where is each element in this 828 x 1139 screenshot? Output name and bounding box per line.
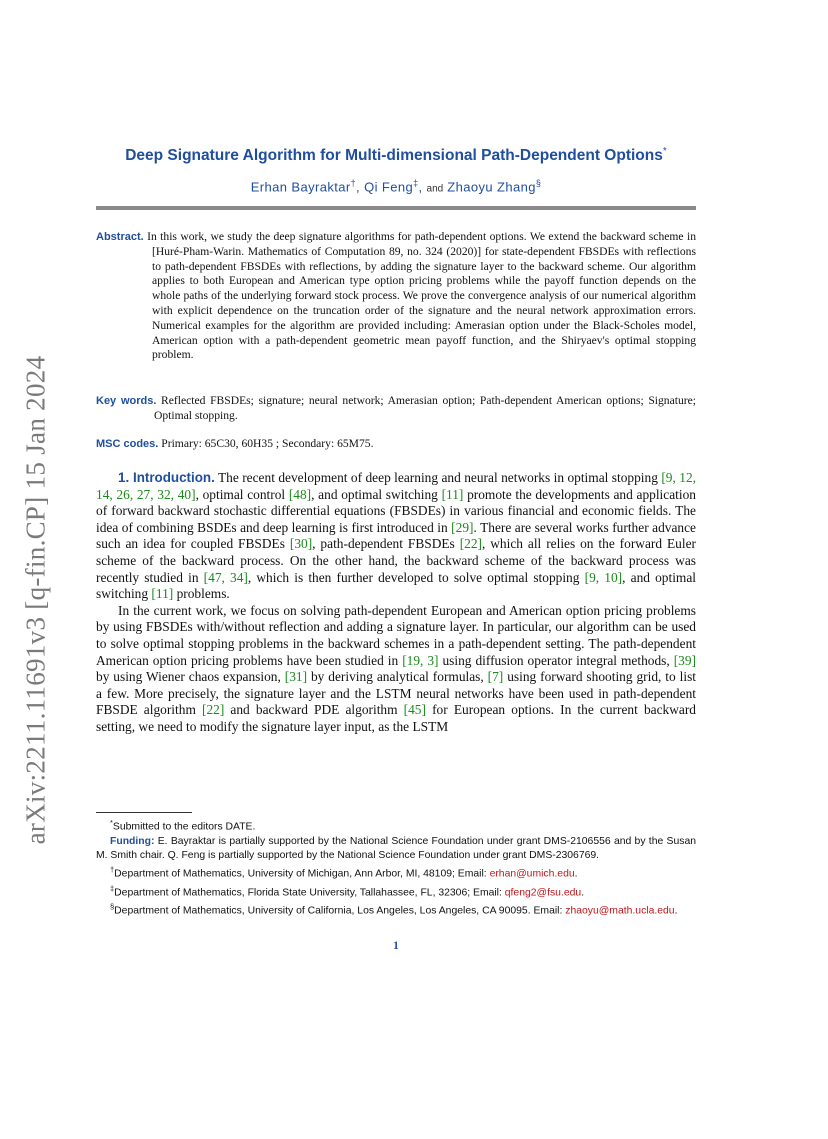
- citation-link[interactable]: [19, 3]: [402, 652, 439, 668]
- author-2-mark: ‡: [413, 178, 419, 188]
- footnote-rule: [96, 812, 192, 813]
- paragraph-text: promote the developments and application of forward backward stochastic differential equations (FBSDEs) in various financial and economic fields. The idea of combining BSDEs and deep learning is first introduced in: [96, 486, 696, 535]
- funding-text: E. Bayraktar is partially supported by the National Science Foundation under grant DMS-2106556 and by the Susan M. Smith chair. Q. Feng is partially supported by the National Science Foundation under grant DMS-2306769.: [96, 835, 696, 861]
- email-link-3[interactable]: zhaoyu@math.ucla.edu: [565, 905, 675, 917]
- footnote-affiliation-2: ‡Department of Mathematics, Florida State University, Tallahassee, FL, 32306; Email: qfeng2@fsu.edu.: [110, 883, 585, 899]
- citation-link[interactable]: [29]: [451, 519, 474, 535]
- paragraph-text: and backward PDE algorithm: [224, 702, 404, 718]
- title-text: Deep Signature Algorithm for Multi-dimensional Path-Dependent Options: [125, 147, 663, 165]
- paragraph-text: by deriving analytical formulas,: [307, 669, 488, 685]
- title-rule: [96, 206, 696, 210]
- funding-label: Funding:: [110, 835, 155, 847]
- citation-link[interactable]: [11]: [151, 586, 174, 602]
- paragraph-text: , and optimal switching: [96, 569, 697, 602]
- citation-link[interactable]: [22]: [459, 536, 482, 552]
- footnote-funding: [96, 835, 696, 863]
- citation-link[interactable]: [22]: [201, 702, 225, 718]
- email-link-1[interactable]: erhan@umich.edu: [489, 868, 575, 880]
- citation-link[interactable]: [45]: [403, 702, 426, 718]
- paper-title: [96, 146, 696, 165]
- paragraph-text: by using Wiener chaos expansion,: [96, 669, 285, 685]
- paragraph-text: In the current work, we focus on solving path-dependent European and American option pricing problems by using FBSDEs with/without reflection and adding a signature layer. In particular, our algorithm can be used to solve optimal stopping problems in the backward schemes in a path-dependent setting. The path-dependent American option pricing problems have been studied in: [96, 602, 696, 668]
- paragraph-text: , and optimal switching: [311, 486, 442, 502]
- author-1-mark: †: [350, 178, 357, 188]
- paragraph-text: using forward shooting grid, to list a few. More precisely, the signature layer and the LSTM neural networks have been used in path-dependent FBSDE algorithm: [96, 669, 697, 718]
- author-list: Erhan Bayraktar†, Qi Feng‡, and Zhaoyu Zhang§: [250, 178, 542, 195]
- paragraph-text: for European options. In the current backward setting, we need to modify the signature layer input, as the LSTM: [96, 702, 696, 734]
- footnotes: [96, 816, 696, 919]
- section-number: 1.: [118, 470, 130, 485]
- intro-paragraph-1: [96, 470, 696, 603]
- citation-link[interactable]: [31]: [284, 669, 308, 685]
- paragraph-text: using diffusion operator integral methods,: [438, 652, 674, 668]
- keywords-label: Key words.: [96, 395, 157, 407]
- abstract-text: In this work, we study the deep signature algorithms for path-dependent options. We extend the backward scheme in [Huré-Pham-Warin. Mathematics of Computation 89, no. 324 (2020)] for state-dependent FBSDEs with reflections to path-dependent FBSDEs with reflections, by adding the signature layer to the backward scheme. Our algorithm applies to both European and American type option pricing problems while the payoff function depends on the whole paths of the underlying forward stock process. We prove the convergence analysis of our numerical algorithm with explicit dependence on the truncation order of the signature and the neural network approximation errors. Numerical examples for the algorithm are provided including: Amerasian option under the Black-Scholes model, American option with a path-dependent geometric mean payoff function, and the Shiryaev's optimal stopping problem.: [147, 230, 696, 362]
- paragraph-text: The recent development of deep learning and neural networks in optimal stopping: [214, 470, 662, 485]
- title-mark: *: [662, 146, 667, 157]
- introduction: [96, 470, 696, 736]
- citation-link[interactable]: [47, 34]: [203, 569, 248, 585]
- citation-link[interactable]: [11]: [441, 486, 464, 502]
- intro-paragraph-1-text: [96, 470, 696, 601]
- citation-link[interactable]: [9, 12, 14, 26, 27, 32, 40]: [96, 470, 696, 502]
- footnote-affiliation-1: †Department of Mathematics, University of Michigan, Ann Arbor, MI, 48109; Email: erhan@umich.edu.: [110, 865, 578, 880]
- citation-link[interactable]: [9, 10]: [584, 569, 623, 585]
- citation-link[interactable]: [39]: [673, 652, 696, 668]
- abstract-label: Abstract.: [96, 231, 144, 243]
- author-3-mark: §: [535, 178, 542, 188]
- author-1: Erhan Bayraktar: [250, 179, 351, 195]
- footnote-affiliation-3: §Department of Mathematics, University of California, Los Angeles, Los Angeles, CA 90095. Email: zhaoyu@math.ucla.edu.: [110, 902, 678, 917]
- paragraph-text: . There are several works further advance such an idea for coupled FBSDEs: [96, 519, 696, 552]
- keywords-text: Reflected FBSDEs; signature; neural network; Amerasian option; Path-dependent American options; Signature; Optimal stopping.: [154, 394, 696, 422]
- author-2: Qi Feng: [364, 179, 414, 195]
- paragraph-text: , optimal control: [195, 486, 289, 502]
- abstract: [96, 230, 696, 363]
- citation-link[interactable]: [30]: [289, 536, 313, 552]
- email-link-2[interactable]: qfeng2@fsu.edu: [504, 887, 582, 899]
- paragraph-text: problems.: [173, 586, 230, 602]
- paragraph-text: , path-dependent FBSDEs: [312, 536, 460, 552]
- section-title: Introduction.: [132, 470, 215, 485]
- keywords: [96, 394, 696, 424]
- footnote-submitted: *Submitted to the editors DATE.: [110, 818, 256, 833]
- msc-text: Primary: 65C30, 60H35 ; Secondary: 65M75.: [161, 437, 374, 450]
- section-heading: [118, 470, 215, 485]
- arxiv-id: arXiv:2211.11691v3 [q-fin.CP] 15 Jan 2024: [20, 355, 51, 845]
- paragraph-text: , which is then further developed to solve optimal stopping: [247, 569, 585, 585]
- citation-link[interactable]: [7]: [487, 669, 504, 685]
- msc-codes: [96, 437, 696, 452]
- citation-link[interactable]: [48]: [288, 486, 312, 502]
- msc-label: MSC codes.: [96, 438, 159, 450]
- page-number: 1: [393, 940, 399, 952]
- arxiv-stamp: [22, 0, 50, 1139]
- author-3: Zhaoyu Zhang: [447, 179, 536, 195]
- intro-paragraph-2: [96, 603, 696, 736]
- paragraph-text: , which all relies on the forward Euler scheme of the backward process. On the other hand, the backward scheme of the backward process was recently studied in: [96, 536, 696, 585]
- authors-and: and: [426, 183, 444, 195]
